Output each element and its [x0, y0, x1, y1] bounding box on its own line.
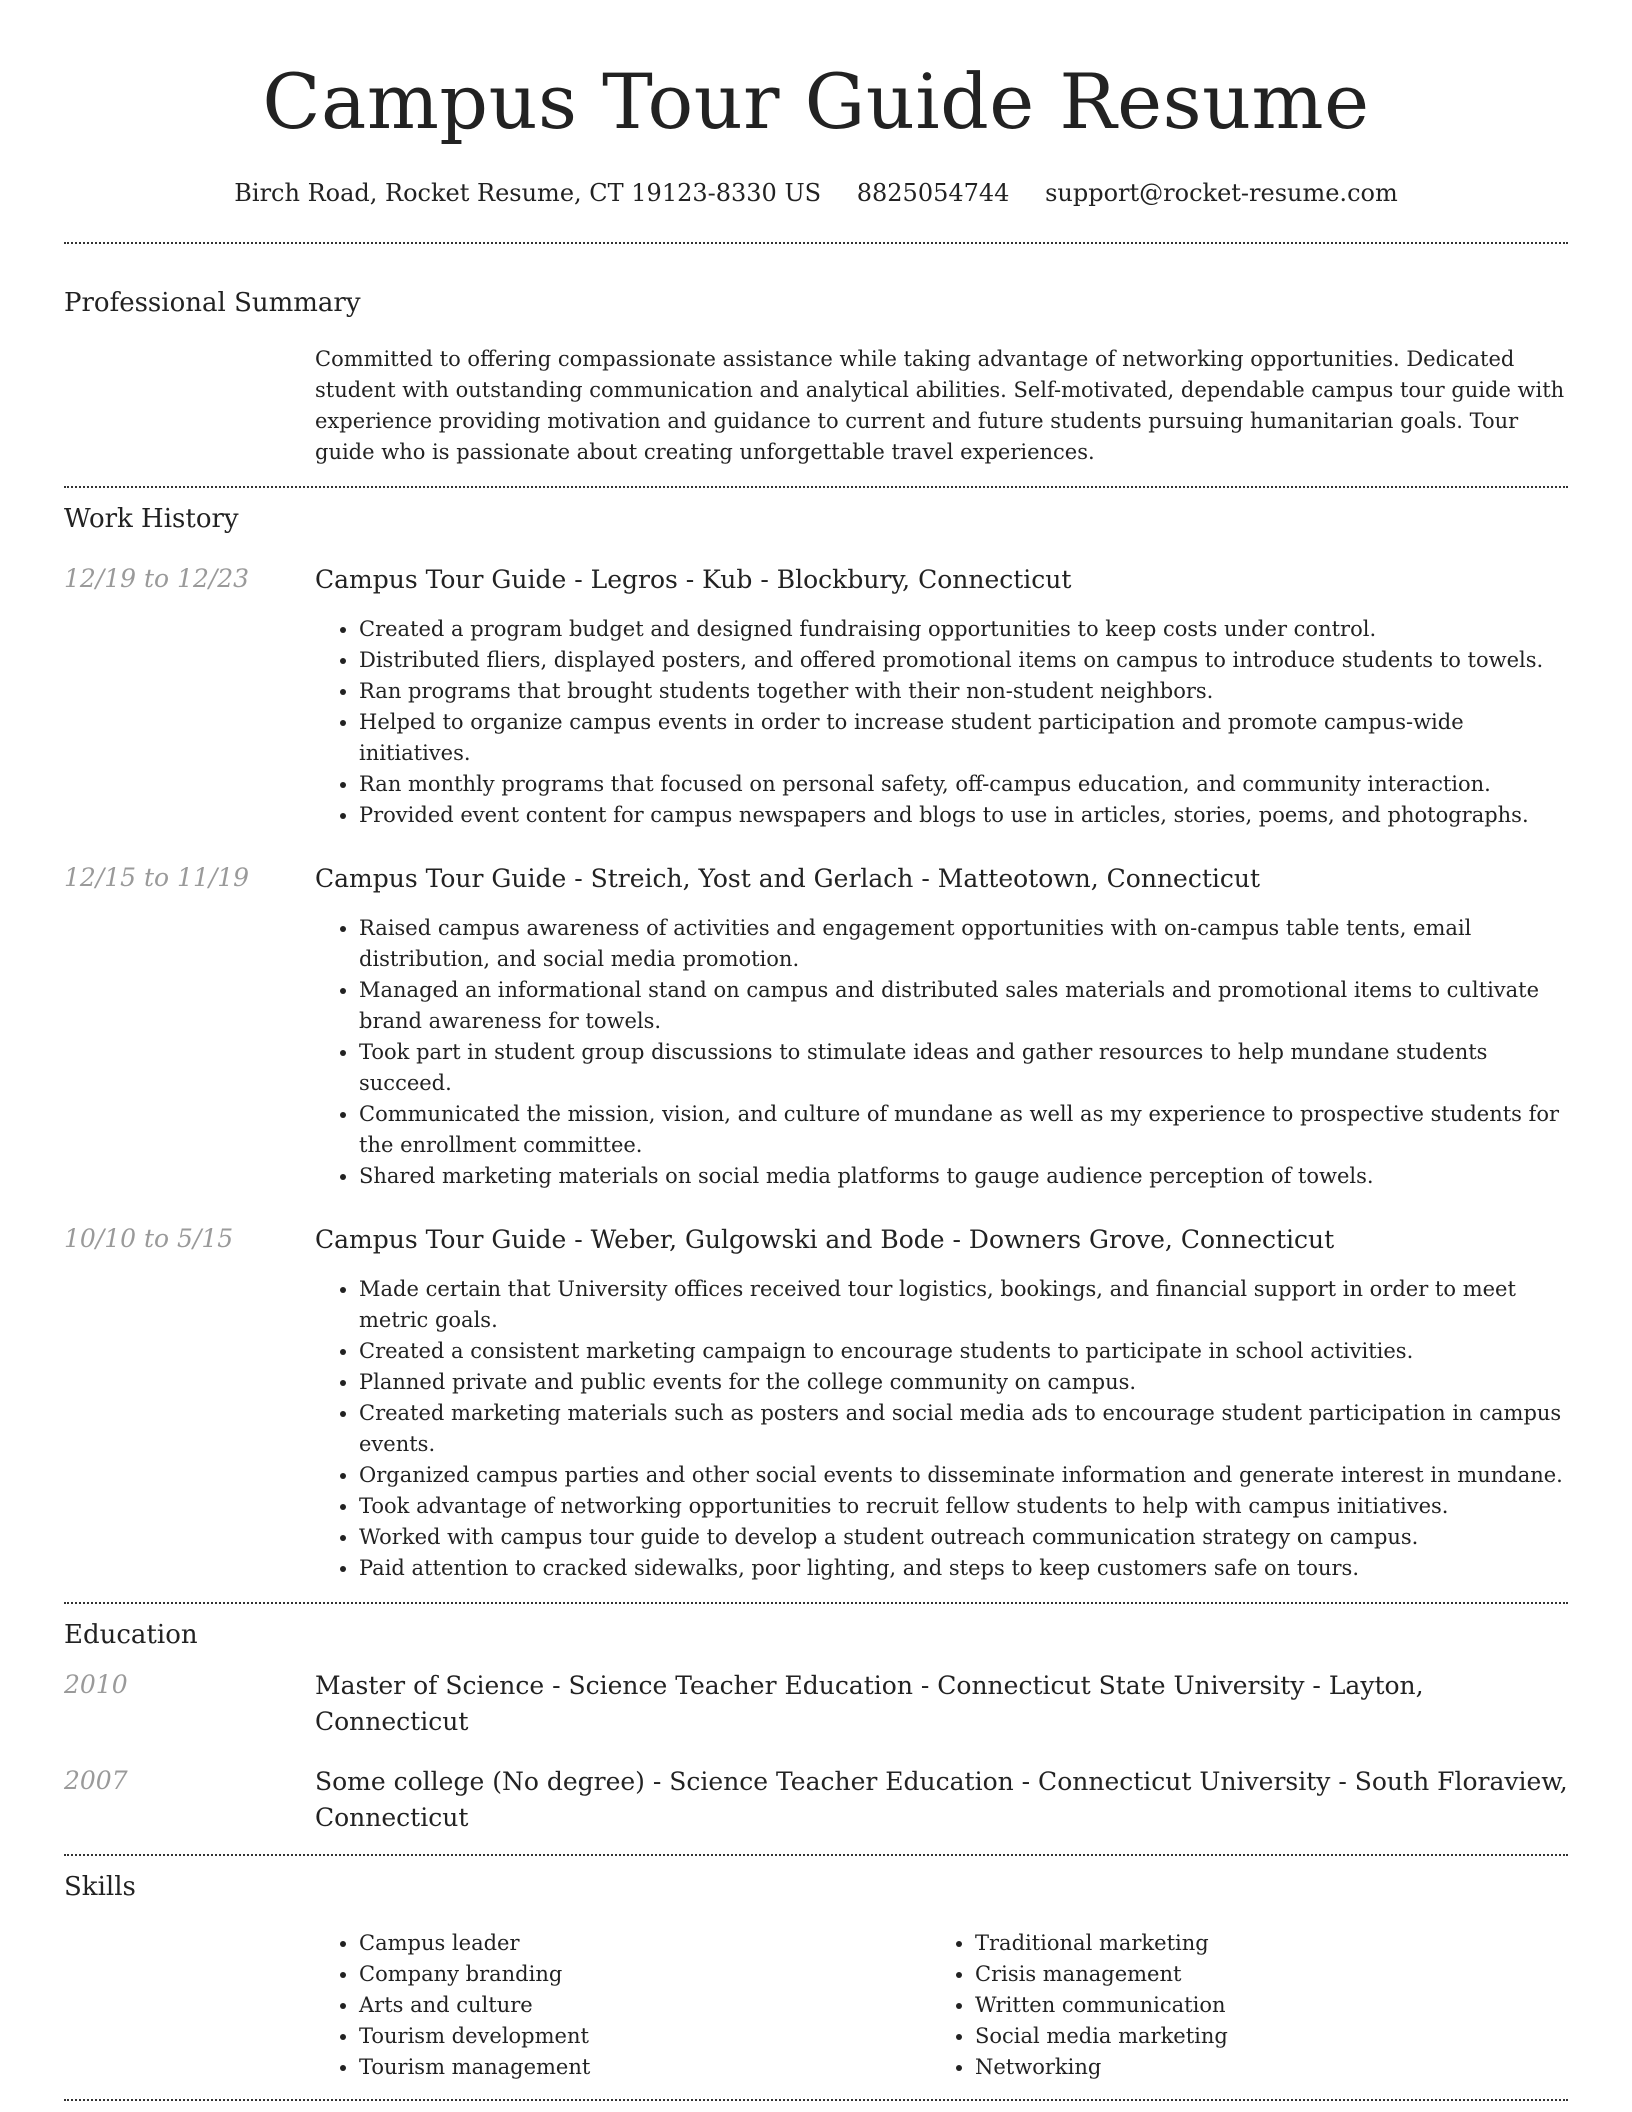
summary-text: Committed to offering compassionate assistance while taking advantage of networking opportunities. Dedicated student with outstanding communication and analytical abilities. Self-motivated, dependable campus tour guide with experience providing motivation and guidance to current and future students pursuing humanitarian goals. Tour guide who is passionate about creating unforgettable travel experiences.	[315, 347, 1565, 464]
bullet-item: • Distributed fliers, displayed posters, and offered promotional items on campus to introduce students to towels.	[359, 645, 1568, 676]
bullet-item: • Took part in student group discussions to stimulate ideas and gather resources to help mundane students succeed.	[359, 1037, 1568, 1099]
skill-item: • Crisis management	[975, 1959, 1547, 1990]
bullet-item: • Created marketing materials such as posters and social media ads to encourage student participation in campus events.	[359, 1398, 1568, 1460]
work-entry-bullets	[315, 913, 1568, 1192]
bullet-item: • Created a consistent marketing campaign to encourage students to participate in school activities.	[359, 1336, 1568, 1367]
skill-item: • Traditional marketing	[975, 1928, 1547, 1959]
skill-item: • Arts and culture	[359, 1990, 931, 2021]
contact-address: Birch Road, Rocket Resume, CT 19123-8330 US	[234, 179, 822, 207]
bullet-item: • Raised campus awareness of activities and engagement opportunities with on-campus table tents, email distribution, and social media promotion.	[359, 913, 1568, 975]
skills-section	[64, 1872, 1568, 2099]
education-entry-date: 2010	[64, 1670, 128, 1699]
work-entry-heading: Campus Tour Guide - Legros - Kub - Blockbury, Connecticut	[315, 565, 1072, 594]
bullet-item: • Organized campus parties and other social events to disseminate information and generate interest in mundane.	[359, 1460, 1568, 1491]
summary-section	[64, 288, 1568, 486]
divider	[64, 2099, 1568, 2101]
bullet-item: • Provided event content for campus newspapers and blogs to use in articles, stories, poems, and photographs.	[359, 800, 1568, 831]
work-entry-bullets	[315, 1274, 1568, 1584]
resume-page	[64, 0, 1568, 2101]
work-entry	[64, 861, 1568, 1192]
bullet-item: • Paid attention to cracked sidewalks, poor lighting, and steps to keep customers safe on tours.	[359, 1553, 1568, 1584]
work-entry-date: 10/10 to 5/15	[64, 1224, 234, 1253]
education-entry	[64, 1668, 1568, 1740]
skill-item: • Company branding	[359, 1959, 931, 1990]
divider	[64, 1854, 1568, 1856]
bullet-item: • Helped to organize campus events in order to increase student participation and promote campus-wide initiatives.	[359, 707, 1568, 769]
section-title-summary: Professional Summary	[64, 288, 361, 318]
section-title-work-history: Work History	[64, 504, 239, 534]
bullet-item: • Took advantage of networking opportunities to recruit fellow students to help with campus initiatives.	[359, 1491, 1568, 1522]
contact-line	[64, 178, 1568, 208]
work-entry-date: 12/15 to 11/19	[64, 863, 250, 892]
work-entry-heading: Campus Tour Guide - Weber, Gulgowski and Bode - Downers Grove, Connecticut	[315, 1225, 1335, 1254]
bullet-item: • Worked with campus tour guide to develop a student outreach communication strategy on campus.	[359, 1522, 1568, 1553]
bullet-item: • Ran monthly programs that focused on personal safety, off-campus education, and community interaction.	[359, 769, 1568, 800]
contact-phone: 8825054744	[856, 179, 1010, 207]
work-entry-date: 12/19 to 12/23	[64, 564, 250, 593]
section-title-education: Education	[64, 1620, 198, 1650]
bullet-item: • Shared marketing materials on social media platforms to gauge audience perception of towels.	[359, 1161, 1568, 1192]
contact-email: support@rocket-resume.com	[1045, 179, 1398, 207]
bullet-item: • Managed an informational stand on campus and distributed sales materials and promotional items to cultivate brand awareness for towels.	[359, 975, 1568, 1037]
work-history-section	[64, 504, 1568, 1602]
work-entry	[64, 562, 1568, 831]
section-title-skills: Skills	[64, 1872, 136, 1902]
bullet-item: • Communicated the mission, vision, and culture of mundane as well as my experience to prospective students for the enrollment committee.	[359, 1099, 1568, 1161]
skills-column-right	[931, 1928, 1547, 2083]
work-entry-heading: Campus Tour Guide - Streich, Yost and Gerlach - Matteotown, Connecticut	[315, 864, 1261, 893]
bullet-item: • Made certain that University offices received tour logistics, bookings, and financial support in order to meet metric goals.	[359, 1274, 1568, 1336]
skill-item: • Social media marketing	[975, 2021, 1547, 2052]
skill-item: • Written communication	[975, 1990, 1547, 2021]
bullet-item: • Ran programs that brought students together with their non-student neighbors.	[359, 676, 1568, 707]
bullet-item: • Planned private and public events for the college community on campus.	[359, 1367, 1568, 1398]
skill-item: • Networking	[975, 2052, 1547, 2083]
resume-title: Campus Tour Guide Resume	[262, 57, 1370, 146]
education-entry-date: 2007	[64, 1766, 128, 1795]
divider	[64, 1602, 1568, 1604]
education-section	[64, 1620, 1568, 1854]
divider	[64, 486, 1568, 488]
divider	[64, 242, 1568, 244]
skills-column-left	[315, 1928, 931, 2083]
education-entry	[64, 1764, 1568, 1854]
work-entry-bullets	[315, 614, 1568, 831]
skill-item: • Tourism development	[359, 2021, 931, 2052]
skill-item: • Campus leader	[359, 1928, 931, 1959]
work-entry	[64, 1222, 1568, 1602]
education-entry-heading: Master of Science - Science Teacher Education - Connecticut State University - Layton, Connecticut	[315, 1671, 1424, 1736]
skills-grid	[315, 1928, 1568, 2099]
bullet-item: • Created a program budget and designed fundraising opportunities to keep costs under control.	[359, 614, 1568, 645]
skill-item: • Tourism management	[359, 2052, 931, 2083]
education-entry-heading: Some college (No degree) - Science Teacher Education - Connecticut University - South Floraview, Connecticut	[315, 1767, 1568, 1832]
